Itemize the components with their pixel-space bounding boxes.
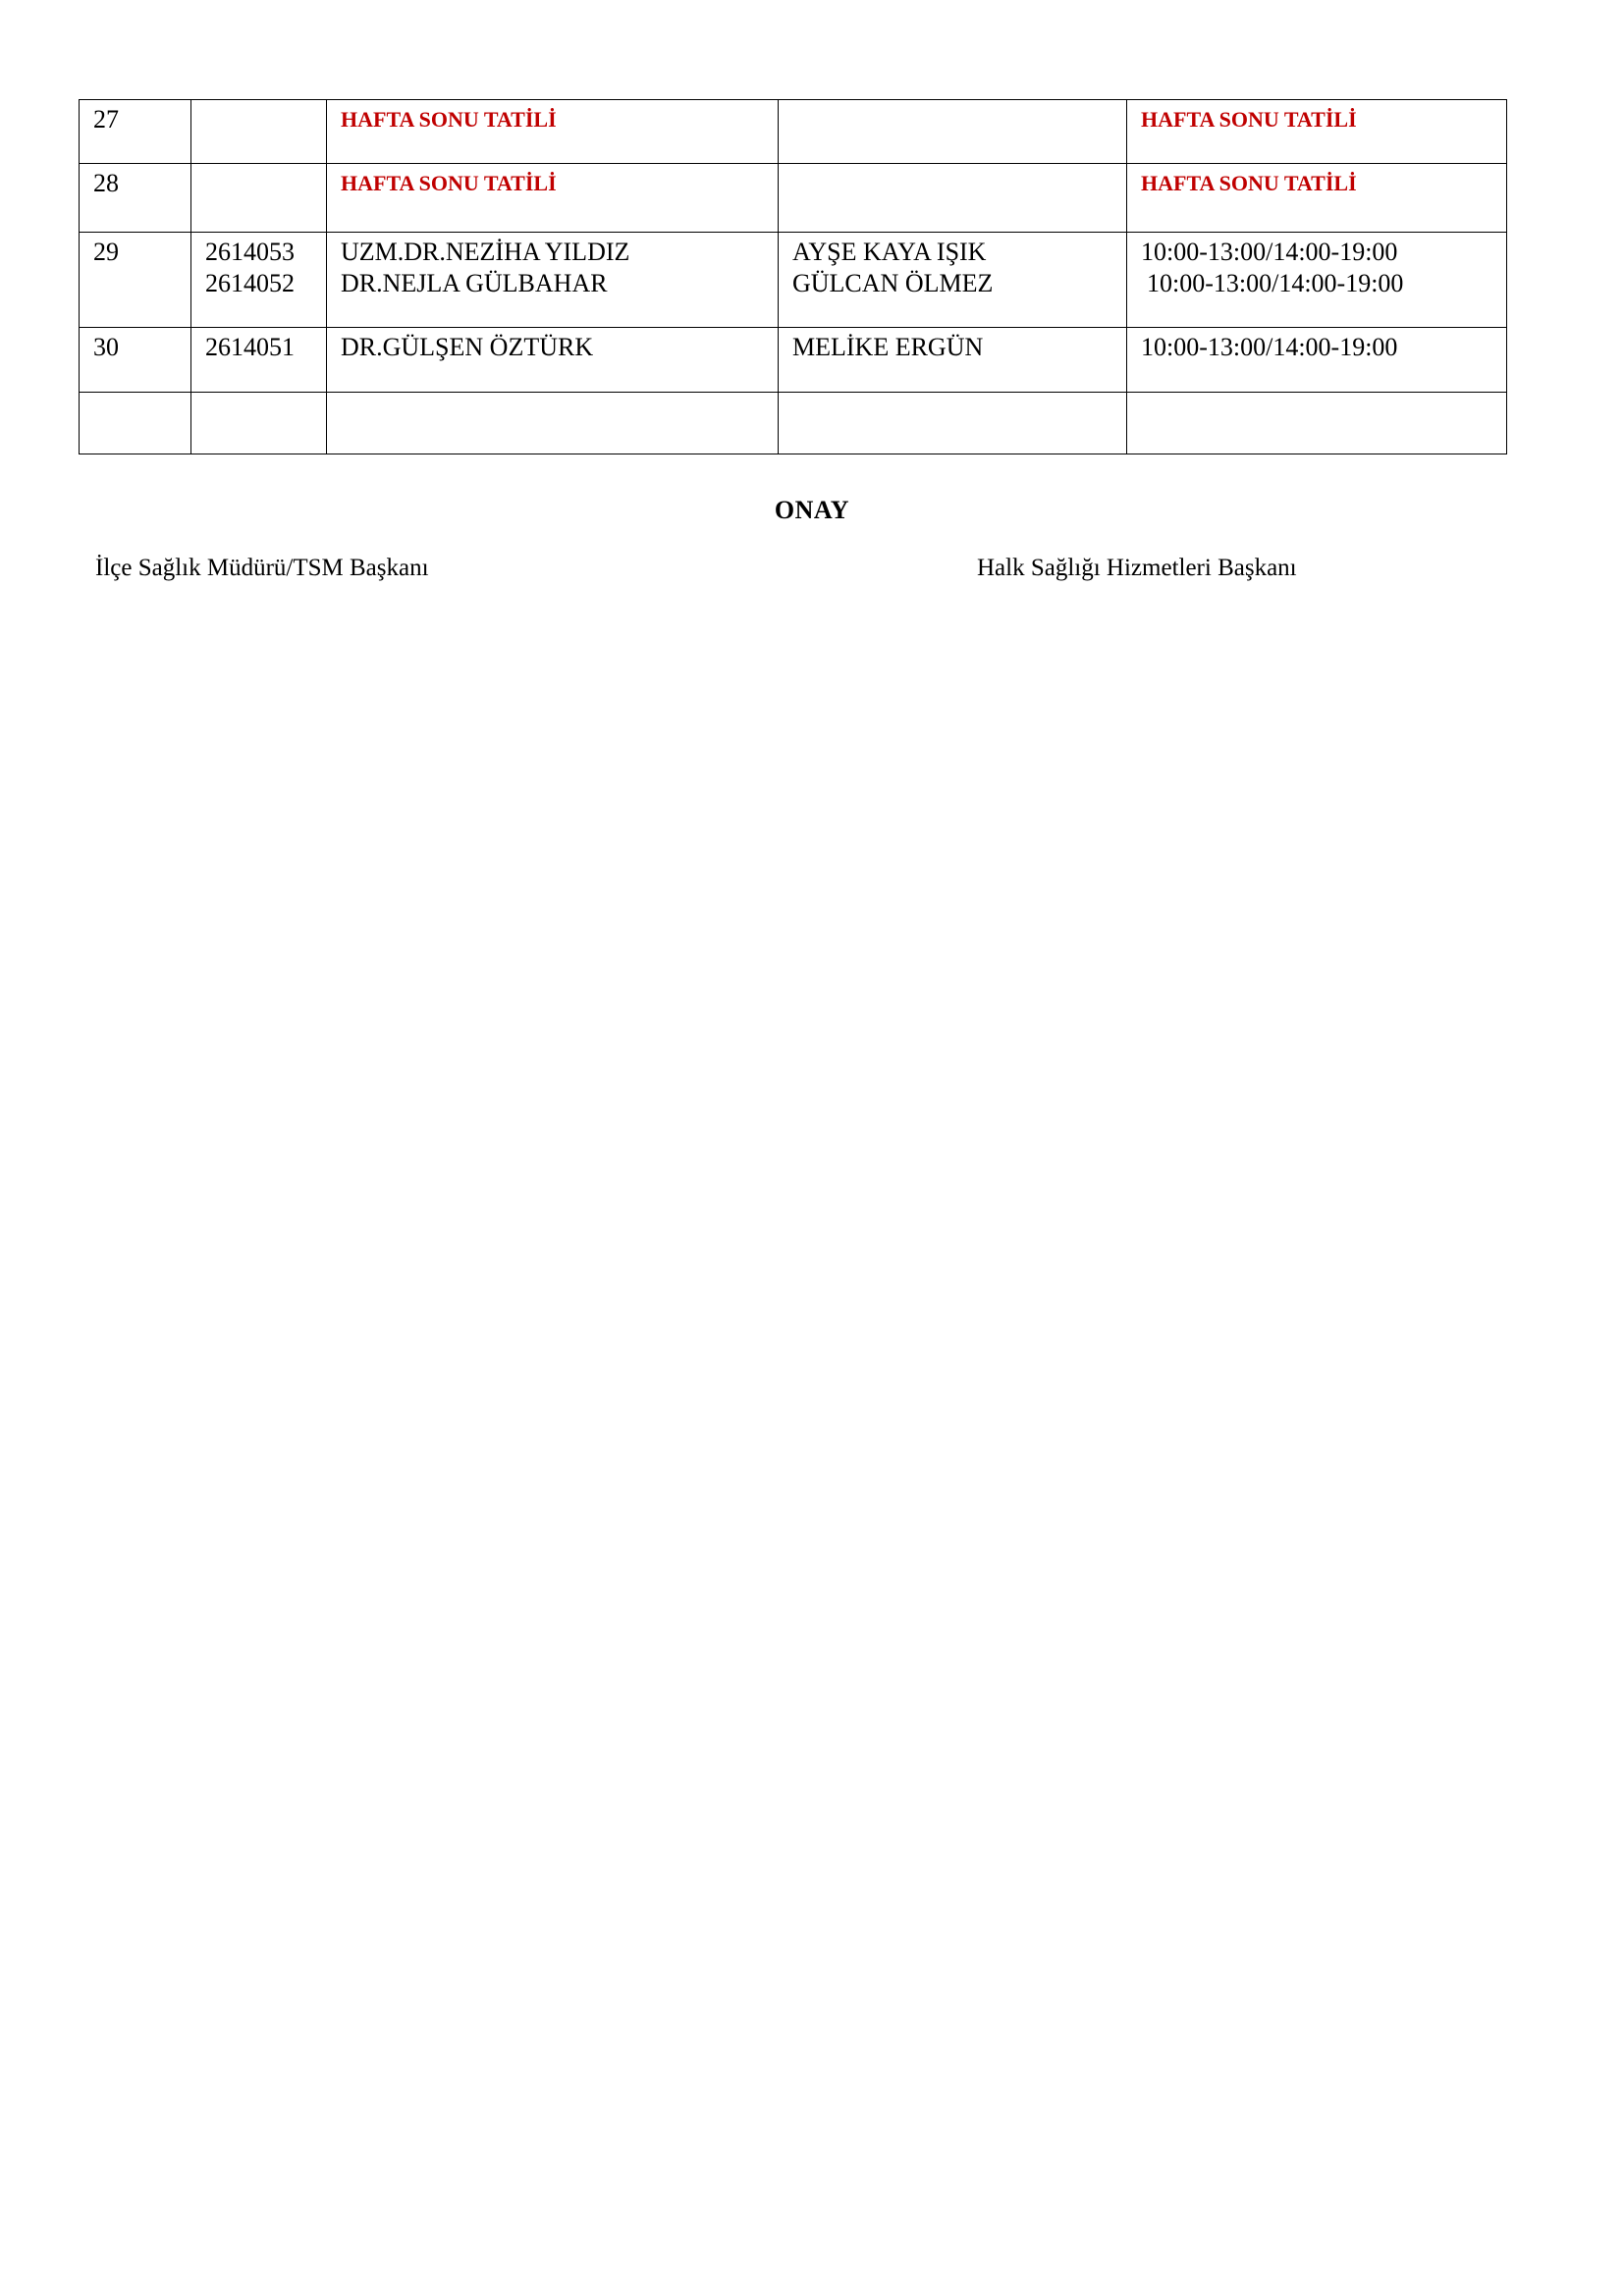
day-number: 29 [93, 238, 119, 266]
working-hours: 10:00-13:00/14:00-19:00 [1141, 238, 1398, 266]
hours-cell [1127, 233, 1507, 328]
staff-cell [779, 233, 1127, 328]
table-row [80, 100, 1507, 164]
duty-schedule-table [79, 99, 1507, 454]
table-row [80, 233, 1507, 328]
table-row [80, 328, 1507, 393]
empty-table-row [80, 393, 1507, 454]
doctor-cell [327, 393, 779, 454]
staff-cell [779, 100, 1127, 164]
holiday-label: HAFTA SONU TATİLİ [1141, 171, 1357, 195]
working-hours: 10:00-13:00/14:00-19:00 [1141, 333, 1398, 361]
code-cell [191, 100, 327, 164]
day-number: 28 [93, 169, 119, 197]
right-signatory-title: Halk Sağlığı Hizmetleri Başkanı [977, 555, 1297, 581]
left-signatory-title: İlçe Sağlık Müdürü/TSM Başkanı [95, 555, 429, 581]
code-cell [191, 164, 327, 233]
doctor-code: 2614053 [205, 238, 295, 266]
working-hours: 10:00-13:00/14:00-19:00 [1147, 269, 1404, 297]
staff-cell [779, 393, 1127, 454]
hours-cell [1127, 100, 1507, 164]
doctor-code: 2614052 [205, 269, 295, 297]
code-cell [191, 393, 327, 454]
day-cell [80, 164, 191, 233]
doctor-cell [327, 233, 779, 328]
day-number: 27 [93, 105, 119, 133]
code-cell [191, 328, 327, 393]
staff-cell [779, 328, 1127, 393]
holiday-label: HAFTA SONU TATİLİ [1141, 107, 1357, 132]
staff-name: AYŞE KAYA IŞIK [792, 238, 987, 266]
hours-cell [1127, 393, 1507, 454]
table-row [80, 164, 1507, 233]
day-cell [80, 393, 191, 454]
holiday-label: HAFTA SONU TATİLİ [341, 171, 557, 195]
hours-cell [1127, 328, 1507, 393]
staff-name: MELİKE ERGÜN [792, 333, 984, 361]
doctor-name: DR.NEJLA GÜLBAHAR [341, 269, 608, 297]
day-cell [80, 233, 191, 328]
code-cell [191, 233, 327, 328]
day-cell [80, 100, 191, 164]
approval-title: ONAY [774, 496, 850, 524]
day-number: 30 [93, 333, 119, 361]
hours-cell [1127, 164, 1507, 233]
doctor-name: UZM.DR.NEZİHA YILDIZ [341, 238, 630, 266]
day-cell [80, 328, 191, 393]
doctor-cell [327, 100, 779, 164]
staff-name: GÜLCAN ÖLMEZ [792, 269, 994, 297]
holiday-label: HAFTA SONU TATİLİ [341, 107, 557, 132]
doctor-cell [327, 328, 779, 393]
doctor-code: 2614051 [205, 333, 295, 361]
doctor-name: DR.GÜLŞEN ÖZTÜRK [341, 333, 594, 361]
doctor-cell [327, 164, 779, 233]
staff-cell [779, 164, 1127, 233]
